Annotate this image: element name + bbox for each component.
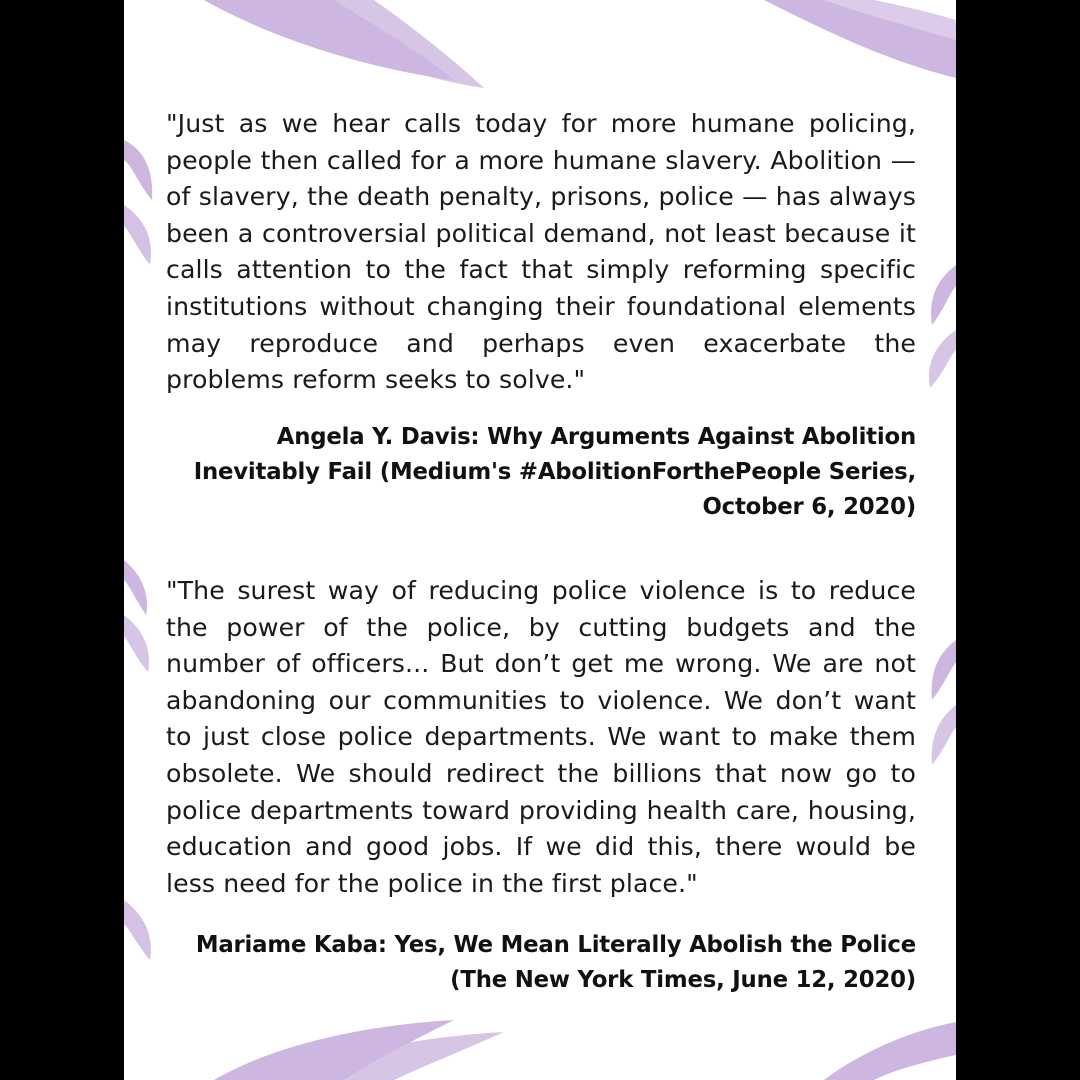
quote-card xyxy=(124,0,956,1080)
quote-text-davis: "Just as we hear calls today for more humane policing, people then called for a more humane slavery. Abolition — of slavery, the death penalty, prisons, police — has always been a controversial political demand, not least because it calls attention to the fact that simply reforming specific institutions without changing their foundational elements may reproduce and perhaps even exacerbate the problems reform seeks to solve." xyxy=(166,109,916,395)
quote-citation-davis: Angela Y. Davis: Why Arguments Against Abolition Inevitably Fail (Medium's #AbolitionForthePeople Series, October 6, 2020) xyxy=(193,424,916,520)
quote-text-kaba: "The surest way of reducing police violence is to reduce the power of the police, by cutting budgets and the number of officers... But don’t get me wrong. We are not abandoning our communities to violence. We don’t want to just close police departments. We want to make them obsolete. We should redirect the billions that now go to police departments toward providing health care, housing, education and good jobs. If we did this, there would be less need for the police in the first place." xyxy=(166,576,916,898)
quote-citation-kaba: Mariame Kaba: Yes, We Mean Literally Abolish the Police (The New York Times, June 12, 2020) xyxy=(195,932,916,993)
